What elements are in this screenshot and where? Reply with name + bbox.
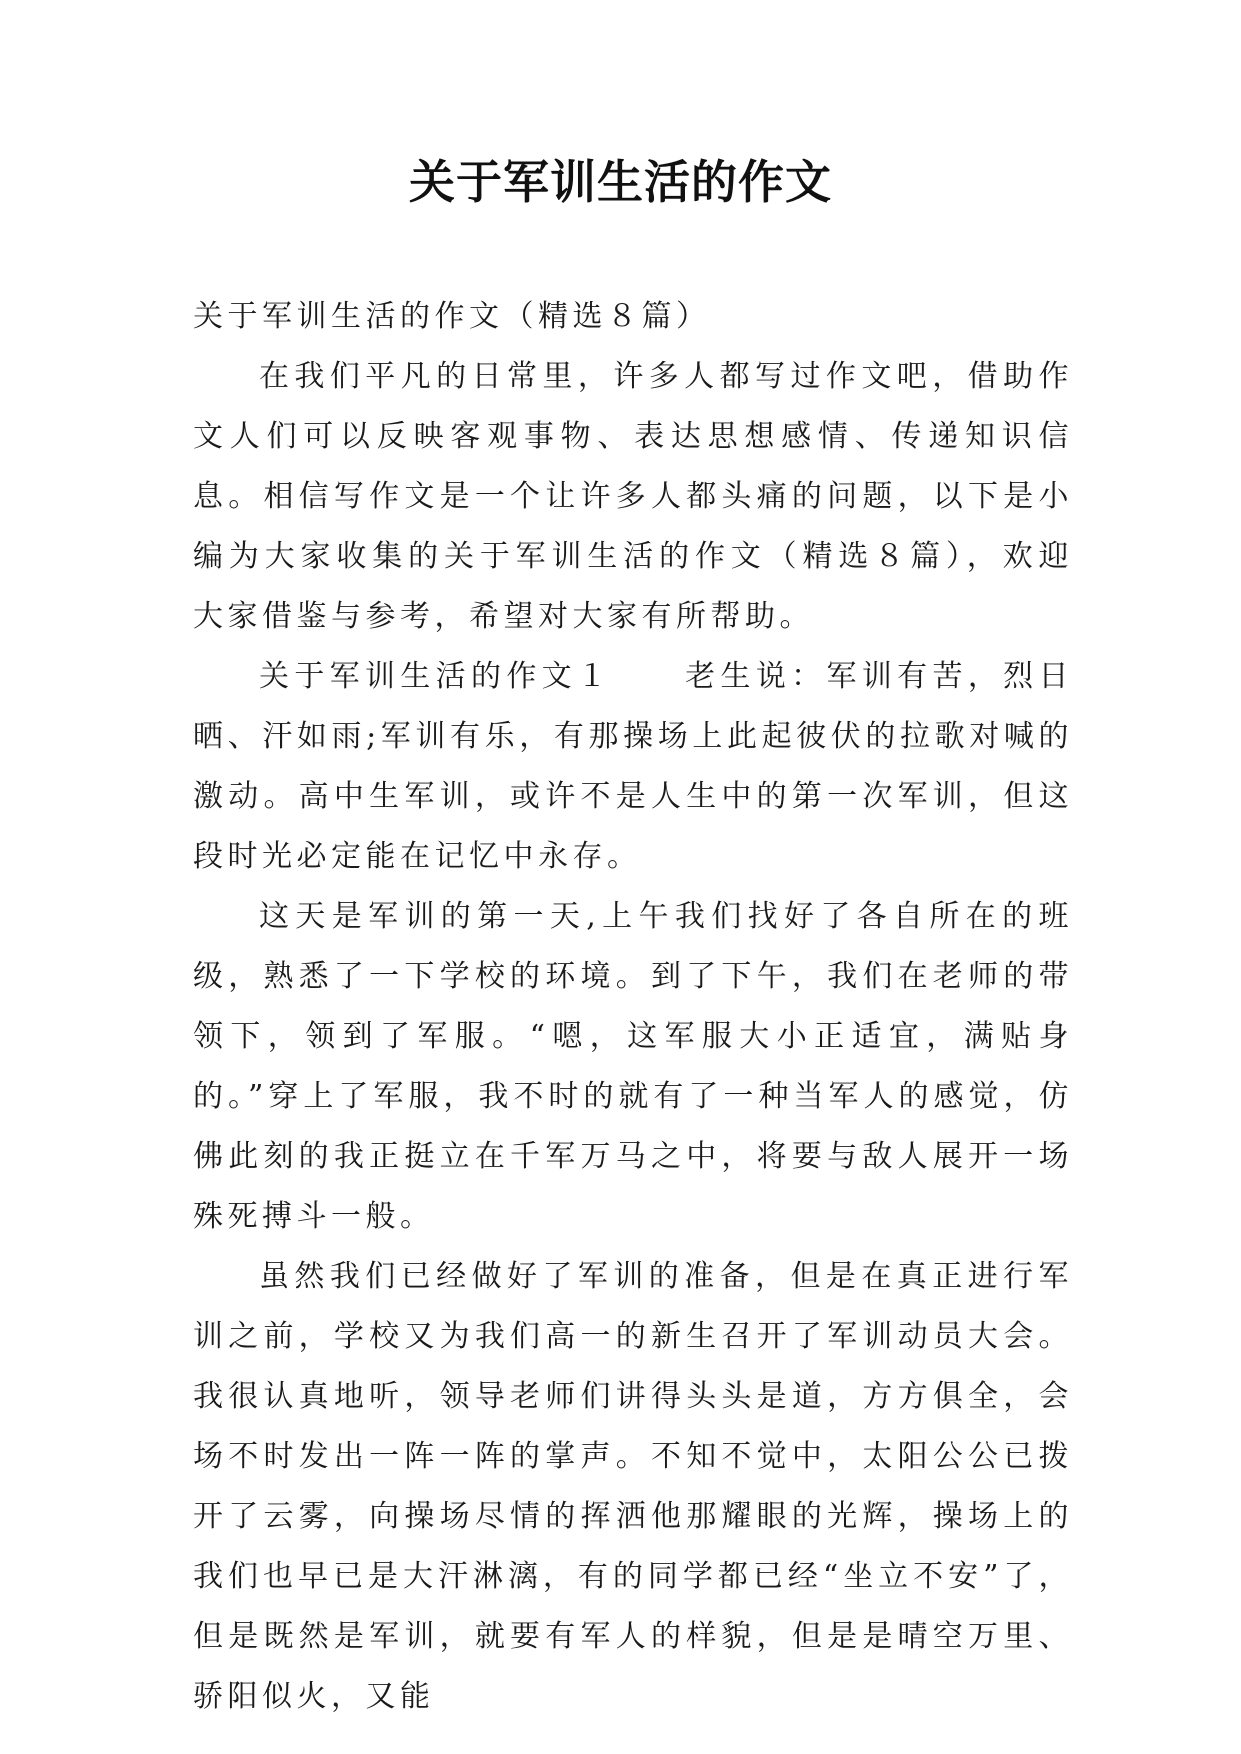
document-body [193, 287, 1073, 1727]
essay1-first-paragraph [193, 647, 1073, 887]
essay1-paragraph-2: 这天是军训的第一天,上午我们找好了各自所在的班级，熟悉了一下学校的环境。到了下午，我们在老师的带领下，领到了军服。“嗯，这军服大小正适宜，满贴身的。”穿上了军服，我不时的就有了一种当军人的感觉，仿佛此刻的我正挺立在千军万马之中，将要与敌人展开一场殊死搏斗一般。 [193, 899, 1073, 1234]
document-subtitle: 关于军训生活的作文（精选８篇） [193, 299, 711, 334]
document-title: 关于军训生活的作文 [409, 155, 832, 209]
essay1-paragraph-1: 老生说：军训有苦，烈日晒、汗如雨;军训有乐，有那操场上此起彼伏的拉歌对喊的激动。高中生军训，或许不是人生中的第一次军训，但这段时光必定能在记忆中永存。 [193, 659, 1074, 874]
essay1-paragraph-3: 虽然我们已经做好了军训的准备，但是在真正进行军训之前，学校又为我们高一的新生召开了军训动员大会。我很认真地听，领导老师们讲得头头是道，方方俱全，会场不时发出一阵一阵的掌声。不知不觉中，太阳公公已拨开了云雾，向操场尽情的挥洒他那耀眼的光辉，操场上的我们也早已是大汗淋漓，有的同学都已经“坐立不安”了，但是既然是军训，就要有军人的样貌，但是是晴空万里、骄阳似火，又能 [193, 1259, 1073, 1714]
essay1-heading: 关于军训生活的作文１ [259, 659, 613, 694]
intro-paragraph: 在我们平凡的日常里，许多人都写过作文吧，借助作文人们可以反映客观事物、表达思想感情、传递知识信息。相信写作文是一个让许多人都头痛的问题，以下是小编为大家收集的关于军训生活的作文（精选８篇），欢迎大家借鉴与参考，希望对大家有所帮助。 [193, 359, 1073, 634]
